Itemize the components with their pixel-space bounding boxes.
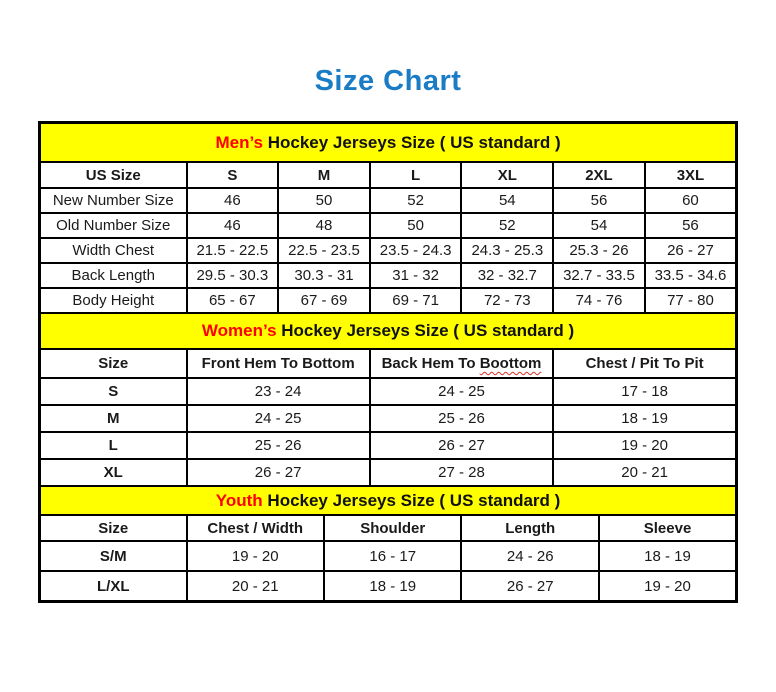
table-row bbox=[40, 263, 737, 288]
column-header: Sleeve bbox=[599, 515, 737, 541]
section-band-row-women bbox=[40, 313, 737, 349]
size-chart-table bbox=[38, 121, 738, 603]
table-cell: 21.5 - 22.5 bbox=[187, 238, 279, 263]
table-cell: 26 - 27 bbox=[370, 432, 553, 459]
table-cell: 26 - 27 bbox=[645, 238, 737, 263]
table-cell: 46 bbox=[187, 213, 279, 238]
table-cell: 18 - 19 bbox=[553, 405, 736, 432]
row-label: M bbox=[40, 405, 187, 432]
table-cell: 50 bbox=[370, 213, 462, 238]
table-row bbox=[40, 571, 737, 602]
table-row bbox=[40, 459, 737, 486]
section-header-men bbox=[40, 123, 737, 163]
section-title-accent: Men’s bbox=[215, 132, 263, 152]
section-band-row-youth bbox=[40, 486, 737, 515]
column-header: M bbox=[278, 162, 370, 188]
section-title-text: Hockey Jerseys Size ( US standard ) bbox=[262, 490, 561, 510]
column-header: Size bbox=[40, 349, 187, 378]
table-cell: 19 - 20 bbox=[599, 571, 737, 602]
table-cell: 60 bbox=[645, 188, 737, 213]
page-title: Size Chart bbox=[314, 65, 462, 97]
column-header: Size bbox=[40, 515, 187, 541]
table-cell: 54 bbox=[553, 213, 645, 238]
table-cell: 29.5 - 30.3 bbox=[187, 263, 279, 288]
table-cell: 24 - 25 bbox=[187, 405, 370, 432]
table-cell: 52 bbox=[370, 188, 462, 213]
table-cell: 24 - 26 bbox=[461, 541, 598, 571]
section-title-text: Hockey Jerseys Size ( US standard ) bbox=[263, 132, 561, 152]
table-cell: 69 - 71 bbox=[370, 288, 462, 313]
table-header-row-youth bbox=[40, 515, 737, 541]
table-cell: 77 - 80 bbox=[645, 288, 737, 313]
row-label: L bbox=[40, 432, 187, 459]
table-cell: 18 - 19 bbox=[599, 541, 737, 571]
column-header-text: Back Hem To bbox=[381, 355, 480, 372]
table-cell: 20 - 21 bbox=[553, 459, 736, 486]
column-header: 3XL bbox=[645, 162, 737, 188]
table-header-row-women bbox=[40, 349, 737, 378]
table-cell: 23 - 24 bbox=[187, 378, 370, 405]
table-row bbox=[40, 213, 737, 238]
table-cell: 65 - 67 bbox=[187, 288, 279, 313]
table-cell: 33.5 - 34.6 bbox=[645, 263, 737, 288]
column-header: S bbox=[187, 162, 279, 188]
column-header: Front Hem To Bottom bbox=[187, 349, 370, 378]
table-row bbox=[40, 432, 737, 459]
table-cell: 25 - 26 bbox=[370, 405, 553, 432]
table-cell: 32 - 32.7 bbox=[461, 263, 553, 288]
table-cell: 16 - 17 bbox=[324, 541, 461, 571]
column-header: Chest / Pit To Pit bbox=[553, 349, 736, 378]
table-cell: 67 - 69 bbox=[278, 288, 370, 313]
table-cell: 72 - 73 bbox=[461, 288, 553, 313]
column-header: XL bbox=[461, 162, 553, 188]
section-band-row-men bbox=[40, 123, 737, 163]
table-cell: 30.3 - 31 bbox=[278, 263, 370, 288]
section-title-text: Hockey Jerseys Size ( US standard ) bbox=[276, 321, 575, 340]
table-cell: 26 - 27 bbox=[187, 459, 370, 486]
section-title-accent: Women’s bbox=[201, 321, 277, 340]
table-cell: 19 - 20 bbox=[187, 541, 324, 571]
table-cell: 25.3 - 26 bbox=[553, 238, 645, 263]
row-label: Old Number Size bbox=[40, 213, 187, 238]
row-label: XL bbox=[40, 459, 187, 486]
section-header-women bbox=[40, 313, 737, 349]
table-cell: 31 - 32 bbox=[370, 263, 462, 288]
table-cell: 50 bbox=[278, 188, 370, 213]
column-header: US Size bbox=[40, 162, 187, 188]
column-header bbox=[370, 349, 553, 378]
table-cell: 52 bbox=[461, 213, 553, 238]
table-cell: 27 - 28 bbox=[370, 459, 553, 486]
size-chart bbox=[38, 121, 735, 603]
table-cell: 22.5 - 23.5 bbox=[278, 238, 370, 263]
table-row bbox=[40, 378, 737, 405]
section-title-accent: Youth bbox=[215, 490, 263, 510]
table-row bbox=[40, 405, 737, 432]
table-cell: 25 - 26 bbox=[187, 432, 370, 459]
table-row bbox=[40, 188, 737, 213]
table-cell: 19 - 20 bbox=[553, 432, 736, 459]
row-label: S/M bbox=[40, 541, 187, 571]
column-header: Chest / Width bbox=[187, 515, 324, 541]
misspelled-word: Boottom bbox=[479, 355, 542, 372]
table-header-row-men bbox=[40, 162, 737, 188]
table-cell: 46 bbox=[187, 188, 279, 213]
column-header: 2XL bbox=[553, 162, 645, 188]
column-header: Length bbox=[461, 515, 598, 541]
table-row bbox=[40, 288, 737, 313]
table-cell: 48 bbox=[278, 213, 370, 238]
column-header: Shoulder bbox=[324, 515, 461, 541]
table-cell: 18 - 19 bbox=[324, 571, 461, 602]
table-cell: 26 - 27 bbox=[461, 571, 598, 602]
row-label: New Number Size bbox=[40, 188, 187, 213]
row-label: Width Chest bbox=[40, 238, 187, 263]
table-cell: 74 - 76 bbox=[553, 288, 645, 313]
row-label: S bbox=[40, 378, 187, 405]
table-cell: 24.3 - 25.3 bbox=[461, 238, 553, 263]
row-label: Back Length bbox=[40, 263, 187, 288]
table-row bbox=[40, 541, 737, 571]
row-label: Body Height bbox=[40, 288, 187, 313]
row-label: L/XL bbox=[40, 571, 187, 602]
column-header: L bbox=[370, 162, 462, 188]
table-cell: 54 bbox=[461, 188, 553, 213]
table-cell: 20 - 21 bbox=[187, 571, 324, 602]
table-cell: 32.7 - 33.5 bbox=[553, 263, 645, 288]
table-row bbox=[40, 238, 737, 263]
table-cell: 17 - 18 bbox=[553, 378, 736, 405]
table-cell: 56 bbox=[645, 213, 737, 238]
table-cell: 24 - 25 bbox=[370, 378, 553, 405]
section-header-youth bbox=[40, 486, 737, 515]
table-cell: 23.5 - 24.3 bbox=[370, 238, 462, 263]
table-cell: 56 bbox=[553, 188, 645, 213]
